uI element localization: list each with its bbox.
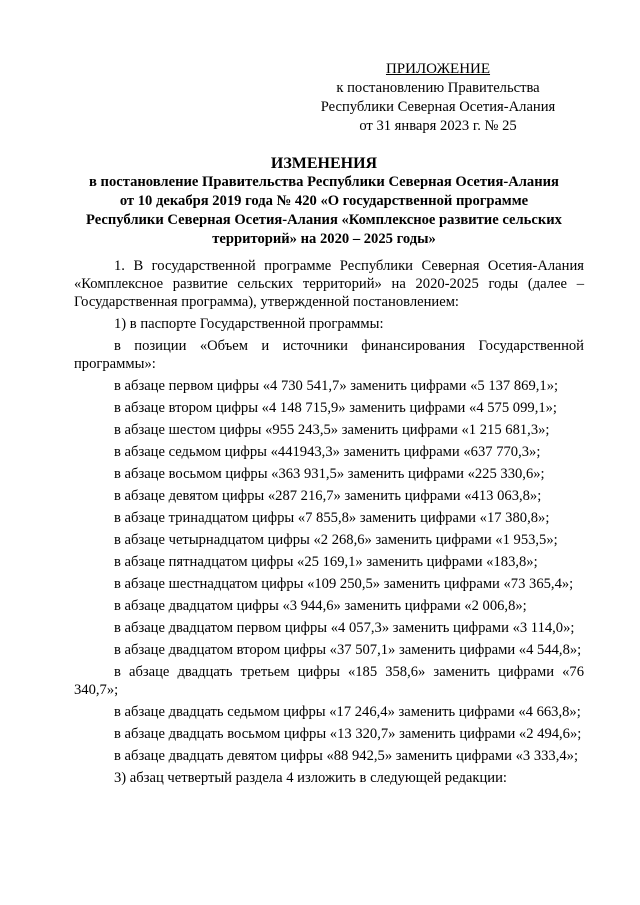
paragraph: в абзаце двадцать восьмом цифры «13 320,7» заменить цифрами «2 494,6»; [114,726,582,742]
paragraph: в абзаце четырнадцатом цифры «2 268,6» заменить цифрами «1 953,5»; [114,532,558,548]
paragraph: в абзаце тринадцатом цифры «7 855,8» заменить цифрами «17 380,8»; [114,510,550,526]
heading-title: ИЗМЕНЕНИЯ [270,155,378,172]
paragraph: в абзаце шестнадцатом цифры «109 250,5» заменить цифрами «73 365,4»; [114,576,574,592]
heading-text: в постановление Правительства Республики Северная Осетия-Алания от 10 декабря 2019 года № 420 «О государственной программе Республики Северная Осетия-Алания «Комплексное развитие сельских территорий» на 2020 – 2025 годы» [86,174,562,247]
appendix-title: ПРИЛОЖЕНИЕ [385,61,491,77]
paragraph: в абзаце двадцать третьем цифры «185 358,6» заменить цифрами «76 340,7»; [74,664,584,698]
appendix-block [300,60,576,136]
paragraph: 1. В государственной программе Республики Северная Осетия-Алания «Комплексное развитие сельских территорий» на 2020-2025 годы (далее – Государственная программа), утвержденной постановлением: [74,258,584,310]
appendix-line: от 31 января 2023 г. № 25 [359,118,517,134]
paragraph: 3) абзац четвертый раздела 4 изложить в следующей редакции: [114,770,507,786]
paragraph: в абзаце седьмом цифры «441943,3» заменить цифрами «637 770,3»; [114,444,541,460]
paragraph: в абзаце восьмом цифры «363 931,5» заменить цифрами «225 330,6»; [114,466,545,482]
paragraph: в абзаце двадцать седьмом цифры «17 246,4» заменить цифрами «4 663,8»; [114,704,581,720]
document-body [74,257,584,791]
appendix-line: Республики Северная Осетия-Алания [320,99,556,115]
paragraph: в абзаце пятнадцатом цифры «25 169,1» заменить цифрами «183,8»; [114,554,538,570]
paragraph: в абзаце двадцатом первом цифры «4 057,3» заменить цифрами «3 114,0»; [114,620,575,636]
paragraph: в абзаце первом цифры «4 730 541,7» заменить цифрами «5 137 869,1»; [114,378,559,394]
paragraph: в абзаце двадцатом втором цифры «37 507,1» заменить цифрами «4 544,8»; [114,642,582,658]
paragraph: в абзаце втором цифры «4 148 715,9» заменить цифрами «4 575 099,1»; [114,400,557,416]
paragraph: в абзаце двадцатом цифры «3 944,6» заменить цифрами «2 006,8»; [114,598,527,614]
paragraph: в абзаце девятом цифры «287 216,7» заменить цифрами «413 063,8»; [114,488,542,504]
paragraph: в абзаце шестом цифры «955 243,5» заменить цифрами «1 215 681,3»; [114,422,550,438]
document-heading [86,154,562,249]
paragraph: в абзаце двадцать девятом цифры «88 942,5» заменить цифрами «3 333,4»; [114,748,579,764]
paragraph: в позиции «Объем и источники финансирования Государственной программы»: [74,338,584,372]
appendix-line: к постановлению Правительства [336,80,540,96]
paragraph: 1) в паспорте Государственной программы: [114,316,384,332]
